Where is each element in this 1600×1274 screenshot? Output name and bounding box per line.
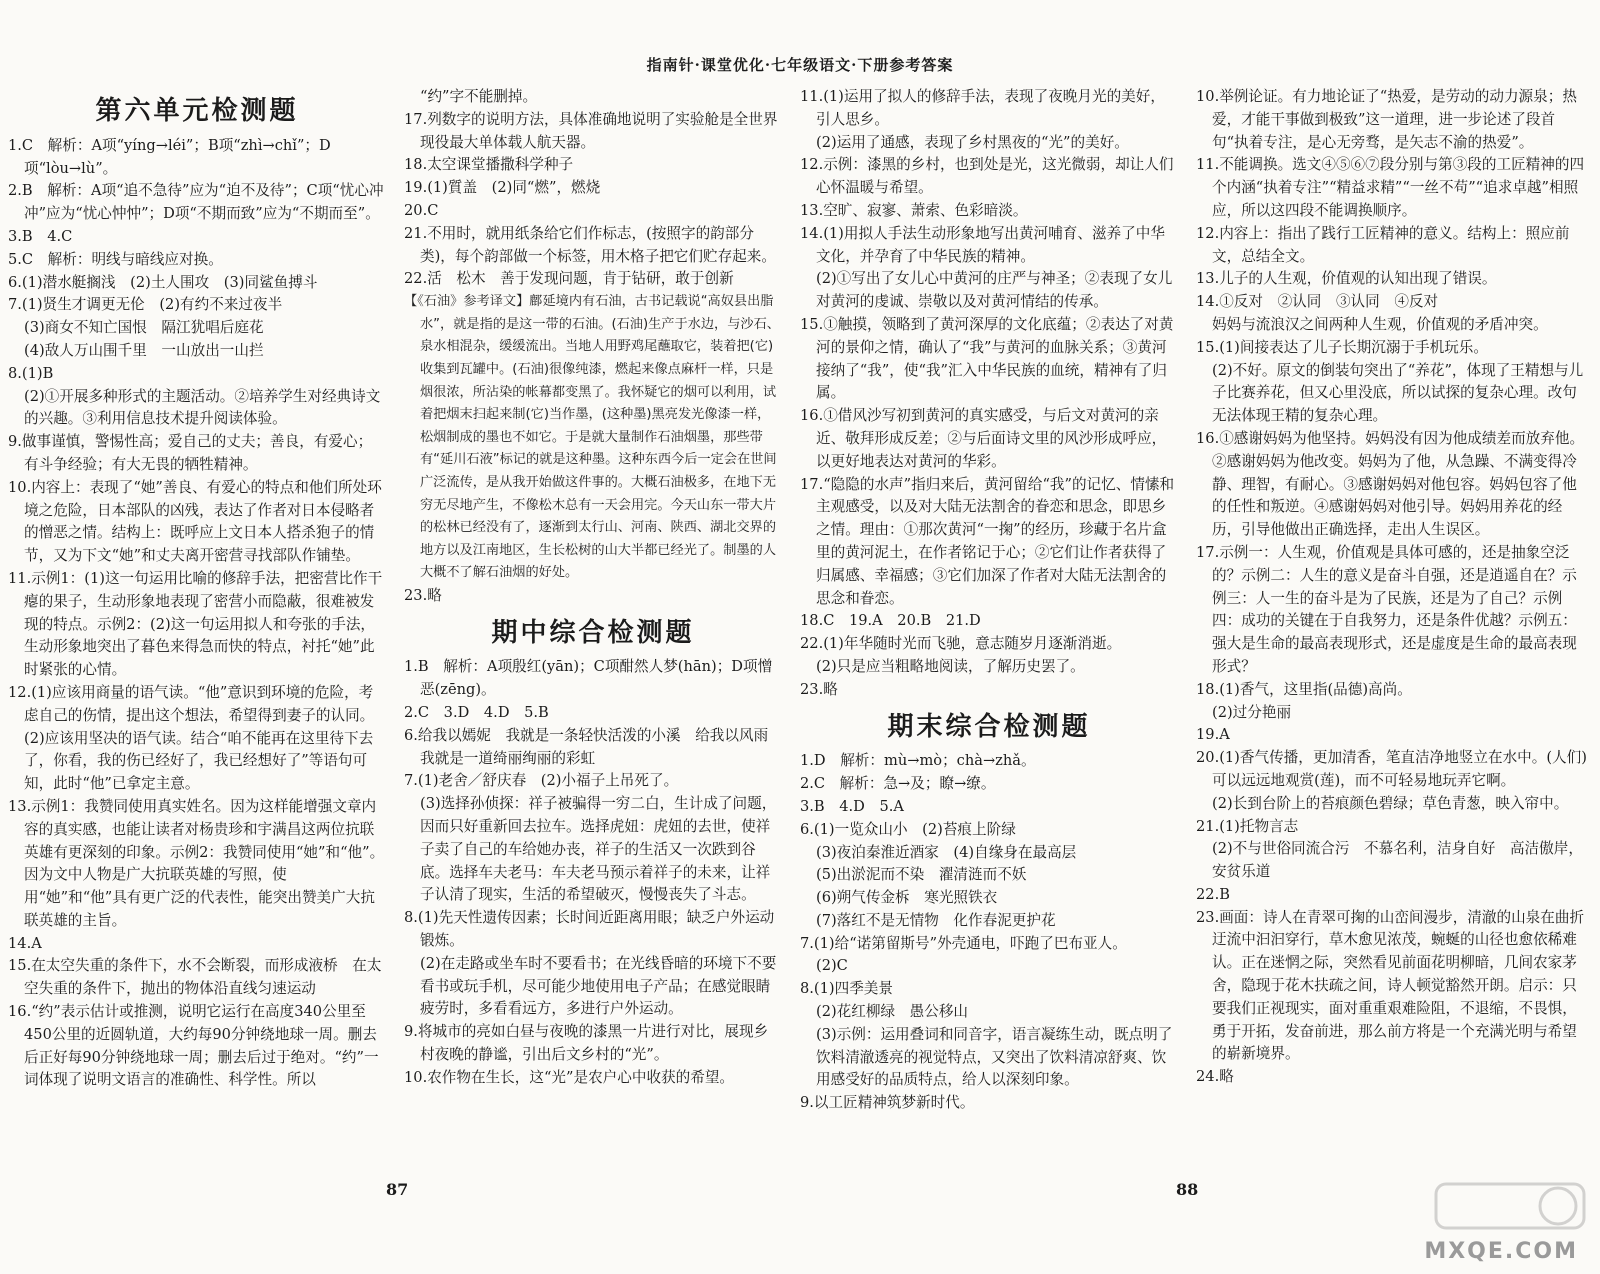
answer-line: 18.太空课堂播撒科学种子 xyxy=(404,156,574,174)
answer-line: 1.C 解析：A项“yíng→léi”；B项“zhì→chǐ”；D项“lòu→lù”。 xyxy=(8,136,331,177)
answer-line: 7.(1)老舍／舒庆春 (2)小福子上吊死了。 xyxy=(404,772,679,790)
answer-line: (2)C xyxy=(816,957,848,975)
answer-line: 2.C 3.D 4.D 5.B xyxy=(404,704,549,722)
section-title-unit6: 第六单元检测题 xyxy=(95,96,299,126)
answer-line: 6.给我以嫣妮 我就是一条轻快活泼的小溪 给我以风雨 我就是一道绮丽绚丽的彩虹 xyxy=(404,726,783,767)
answer-list xyxy=(800,86,1178,702)
page-number-right: 88 xyxy=(1176,1180,1199,1199)
answer-line: (4)敌人万山围千里 一山放出一山拦 xyxy=(24,341,264,359)
answer-list xyxy=(8,135,386,1092)
answer-list xyxy=(404,656,782,1089)
answer-line: 16.①借风沙写初到黄河的真实感受，与后文对黄河的亲近、敬拜形成反差；②与后面诗文里的风沙形成呼应，以更好地表达对黄河的华彩。 xyxy=(800,407,1167,470)
answer-line: (2)①开展多种形式的主题活动。②培养学生对经典诗文的兴趣。③利用信息技术提升阅读体验。 xyxy=(24,387,381,428)
column-4 xyxy=(1196,86,1588,1089)
answer-line: 18.(1)香气，这里指(品德)高尚。 xyxy=(1196,680,1412,698)
answer-line: 7.(1)给“诺第留斯号”外壳通电，吓跑了巴布亚人。 xyxy=(800,934,1127,952)
answer-line: 10.农作物在生长，这“光”是农户心中收获的希望。 xyxy=(404,1068,735,1086)
answer-line: (7)落红不是无情物 化作春泥更护花 xyxy=(816,911,1056,929)
answer-line: 8.(1)四季美景 xyxy=(800,980,893,998)
answer-line: 16.①感谢妈妈为他坚持。妈妈没有因为他成绩差而放弃他。②感谢妈妈为他改变。妈妈为了他，从急躁、不满变得冷静、理智，有耐心。③感谢妈妈对他包容。妈妈包容了他的任性和叛逆。④感谢妈妈对他引导。妈妈用养花的经历，引导他做出正确选择，走出人生误区。 xyxy=(1196,429,1585,539)
page-header: 指南针·课堂优化·七年级语文·下册参考答案 xyxy=(646,56,954,74)
answer-line: 22.(1)年华随时光而飞驰，意志随岁月逐渐消逝。 xyxy=(800,635,1122,653)
answer-line: 3.B 4.D 5.A xyxy=(800,797,904,815)
answer-line: 23.略 xyxy=(404,586,442,604)
answer-line: (2)在走路或坐车时不要看书；在光线昏暗的环境下不要看书或玩手机，尽可能少地使用电子产品；在感觉眼睛疲劳时，多看看远方，多进行户外运动。 xyxy=(420,954,777,1018)
answer-line: (2)长到台阶上的苔痕颜色碧绿；草色青葱，映入帘中。 xyxy=(1212,794,1569,812)
answer-line: 8.(1)先天性遗传因素；长时间近距离用眼；缺乏户外运动锻炼。 xyxy=(404,909,775,950)
answer-line: (2)过分艳丽 xyxy=(1212,703,1292,721)
answer-line: 19.(1)質盖 (2)同“燃”，燃烧 xyxy=(404,179,601,197)
answer-line: 20.(1)香气传播，更加清香，笔直洁净地竖立在水中。(人们)可以远远地观赏(莲)，而不可轻易地玩弄它啊。 xyxy=(1196,749,1587,789)
answer-line: 5.C 解析：明线与暗线应对换。 xyxy=(8,250,223,268)
answer-line: 9.做事谨慎，警惕性高；爱自己的丈夫；善良，有爱心；有斗争经验；有大无畏的牺牲精神。 xyxy=(8,433,373,473)
answer-line: (2)应该用坚决的语气读。结合“咱不能再在这里待下去了，你看，我的伤已经好了，我已经想好了”等语句可知，此时“他”已拿定主意。 xyxy=(24,729,374,793)
answer-line: (2)花红柳绿 愚公移山 xyxy=(816,1003,969,1021)
answer-line: 15.(1)间接表达了儿子长期沉溺于手机玩乐。 xyxy=(1196,338,1488,356)
section-title-midterm: 期中综合检测题 xyxy=(491,617,695,648)
answer-line: 17.列数字的说明方法，具体准确地说明了实验舱是全世界现役最大单体载人航天器。 xyxy=(404,110,778,151)
watermark-text: MXQE.COM xyxy=(1424,1239,1578,1264)
answer-line: (2)不与世俗同流合污 不慕名利，洁身自好 高洁傲岸，安贫乐道 xyxy=(1212,840,1583,881)
answer-line: 11.(1)运用了拟人的修辞手法，表现了夜晚月光的美好，引人思乡。 xyxy=(800,88,1165,128)
answer-line: 14.(1)用拟人手法生动形象地写出黄河哺育、滋养了中华文化，并孕育了中华民族的精神。 xyxy=(800,224,1165,265)
answer-line: 9.以工匠精神筑梦新时代。 xyxy=(800,1094,975,1112)
answer-line: 13.儿子的人生观，价值观的认知出现了错误。 xyxy=(1196,270,1497,288)
answer-line: 10.内容上：表现了“她”善良、有爱心的特点和他们所处环境之危险，日本部队的凶残，表达了作者对日本侵略者的憎恶之情。结构上：既呼应上文日本人搭杀狍子的情节，又为下文“她”和丈夫离开密营寻找部队作铺垫。 xyxy=(8,478,382,565)
answer-line: (3)选择孙侦探：祥子被骗得一穷二白，生计成了问题，因而只好重新回去拉车。选择虎妞：虎妞的去世，使祥子卖了自己的车给她办丧，祥子的生活又一次跌到谷底。选择车夫老马：车夫老马预示着祥子的未来，让祥子认清了现实，生活的希望破灭，慢慢丧失了斗志。 xyxy=(420,795,777,904)
answer-line: 22.B xyxy=(1196,885,1230,903)
answer-line: 23.略 xyxy=(800,680,838,698)
answer-line: 12.内容上：指出了践行工匠精神的意义。结构上：照应前文，总结全文。 xyxy=(1196,224,1570,265)
answer-line: 22.活 松木 善于发现问题，肯于钻研，敢于创新 xyxy=(404,270,734,288)
answer-line: 21.(1)托物言志 xyxy=(1196,817,1299,835)
column-2 xyxy=(404,86,782,1090)
answer-line: 妈妈与流浪汉之间两种人生观，价值观的矛盾冲突。 xyxy=(1212,315,1548,333)
answer-list xyxy=(1196,86,1588,1089)
answer-line: (3)商女不知亡国恨 隔江犹唱后庭花 xyxy=(24,319,264,337)
answer-line: 11.示例1：(1)这一句运用比喻的修辞手法，把密营比作干瘪的果子，生动形象地表现了密营小而隐蔽，很难被发现的特点。示例2：(2)这一句运用拟人和夸张的手法，生动形象地突出了暮色来得急而快的特点，衬托“她”此时紧张的心情。 xyxy=(8,569,383,679)
answer-line: (2)①写出了女儿心中黄河的庄严与神圣；②表现了女儿对黄河的虔诚、崇敬以及对黄河情结的传承。 xyxy=(816,270,1173,311)
answer-line: 21.不用时，就用纸条给它们作标志，(按照字的韵部分类)，每个韵部做一个标签，用木格子把它们贮存起来。 xyxy=(404,224,776,265)
column-1 xyxy=(8,86,386,1092)
answer-line: 2.B 解析：A项“追不急待”应为“迫不及待”；C项“忧心冲冲”应为“忧心忡忡”；D项“不期而致”应为“不期而至”。 xyxy=(8,182,384,223)
answer-line: (2)只是应当粗略地阅读，了解历史罢了。 xyxy=(816,657,1085,675)
answer-line: 24.略 xyxy=(1196,1068,1234,1086)
answer-line: 11.不能调换。选文④⑤⑥⑦段分别与第③段的工匠精神的四个内涵“执着专注”“精益求精”“一丝不苟”“追求卓越”相照应，所以这四段不能调换顺序。 xyxy=(1196,156,1585,219)
answer-line: 18.C 19.A 20.B 21.D xyxy=(800,612,981,630)
answer-line: (5)出淤泥而不染 濯清涟而不妖 xyxy=(816,866,1027,884)
answer-line: 14.A xyxy=(8,934,42,952)
answer-line: 10.举例论证。有力地论证了“热爱，是劳动的动力源泉；热爱，才能干事做到极致”这一道理，进一步论述了段首句“执着专注，是心无旁骛，是矢志不渝的热爱”。 xyxy=(1196,88,1577,151)
answer-list xyxy=(404,86,782,291)
answer-list xyxy=(800,750,1178,1115)
answer-line: (3)示例：运用叠词和同音字，语言凝练生动，既点明了饮料清澈透亮的视觉特点，又突出了饮料清凉舒爽、饮用感受好的品质特点，给人以深刻印象。 xyxy=(816,1025,1173,1089)
page-number-left: 87 xyxy=(386,1180,409,1199)
answer-line: (2)运用了通感，表现了乡村黑夜的“光”的美好。 xyxy=(816,133,1129,151)
answer-line: 1.D 解析：mù→mò；chà→zhǎ。 xyxy=(800,752,1036,770)
answer-line: (6)朔气传金柝 寒光照铁衣 xyxy=(816,889,998,907)
answer-line: “约”字不能删掉。 xyxy=(420,88,538,105)
answer-line: 6.(1)潜水艇搁浅 (2)土人围攻 (3)同鲨鱼搏斗 xyxy=(8,273,318,291)
answer-line: 13.空旷、寂寥、萧索、色彩暗淡。 xyxy=(800,201,1028,219)
answer-line: 14.①反对 ②认同 ③认同 ④反对 xyxy=(1196,293,1439,311)
answer-line: (2)不好。原文的倒装句突出了“养花”，体现了王精想与儿子比赛养花，但又心里没底，所以试探的复杂心理。改句无法体现王精的复杂心理。 xyxy=(1212,361,1584,425)
answer-line: 15.①触摸，领略到了黄河深厚的文化底蕴；②表达了对黄河的景仰之情，确认了“我”与黄河的血脉关系；③黄河接纳了“我”，使“我”汇入中华民族的血统，精神有了归属。 xyxy=(800,315,1174,402)
reference-translation: 【《石油》参考译文】鄜延境内有石油，古书记载说“高奴县出脂水”，就是指的是这一带的石油。(石油)生产于水边，与沙石、泉水相混杂，缓缓流出。当地人用野鸡尾蘸取它，装着把(它)收集到瓦罐中。(石油)很像纯漆，燃起来像点麻杆一样，只是烟很浓，所沾染的帐幕都变黑了。我怀疑它的烟可以利用，试着把烟末扫起来制(它)当作墨，(这种墨)黑亮发光像漆一样，松烟制成的墨也不如它。于是就大量制作石油烟墨，那些带有“延川石液”标记的就是这种墨。这种东西今后一定会在世间广泛流传，是从我开始做这件事的。大概石油极多，在地下无穷无尽地产生，不像松木总有一天会用完。今天山东一带大片的松林已经没有了，逐渐到太行山、河南、陕西、湖北交界的地方以及江南地区，生长松树的山大半都已经光了。制墨的人大概不了解石油烟的好处。 xyxy=(404,294,780,581)
answer-line: 6.(1)一览众山小 (2)苔痕上阶绿 xyxy=(800,820,1016,838)
answer-line: 3.B 4.C xyxy=(8,227,73,245)
answer-line: 12.示例：漆黑的乡村，也到处是光，这光微弱，却让人们心怀温暖与希望。 xyxy=(800,156,1174,197)
answer-line: 9.将城市的亮如白昼与夜晚的漆黑一片进行对比，展现乡村夜晚的静谧，引出后文乡村的“光”。 xyxy=(404,1023,769,1064)
section-title-final: 期末综合检测题 xyxy=(887,711,1091,742)
answer-line: 15.在太空失重的条件下，水不会断裂，而形成液桥 在太空失重的条件下，抛出的物体沿直线匀速运动 xyxy=(8,957,382,998)
answer-line: 2.C 解析：急→及；瞭→缭。 xyxy=(800,775,996,793)
answer-line: 12.(1)应该用商量的语气读。“他”意识到环境的危险，考虑自己的伤情，提出这个想法，希望得到妻子的认同。 xyxy=(8,683,375,724)
answer-line: 7.(1)贤生才调更无伦 (2)有约不来过夜半 xyxy=(8,296,283,314)
answer-line: 17.“隐隐的水声”指归来后，黄河留给“我”的记忆、情愫和主观感受，以及对大陆无法割舍的眷恋和思念，即思乡之情。理由：①那次黄河“一掬”的经历，珍藏于名片盒里的黄河泥土，在作者铭记于心；②它们让作者获得了归属感、幸福感；③它们加深了作者对大陆无法割舍的思念和眷恋。 xyxy=(800,475,1175,607)
answer-line: (3)夜泊秦淮近酒家 (4)自缘身在最高层 xyxy=(816,843,1077,861)
column-3 xyxy=(800,86,1178,1115)
answer-line: 1.B 解析：A项殷红(yān)；C项酣然人梦(hān)；D项憎恶(zēng)。 xyxy=(404,658,773,699)
answer-line: 23.画面：诗人在青翠可掬的山峦间漫步，清澈的山泉在曲折迂流中汩汩穿行，草木愈见浓茂，蜿蜒的山径也愈依稀难认。正在迷惘之际，突然看见前面花明柳暗，几间农家茅舍，隐现于花木扶疏之间，诗人顿觉豁然开朗。启示：只要我们正视现实，面对重重艰难险阻，不退缩，不畏惧，勇于开拓，发奋前进，那么前方将是一个充满光明与希望的崭新境界。 xyxy=(1196,908,1585,1063)
answer-line: 16.“约”表示估计或推测，说明它运行在高度340公里至450公里的近圆轨道，大约每90分钟绕地球一周。删去后正好每90分钟绕地球一周；删去后过于绝对。“约”一词体现了说明文语言的准确性、科学性。所以 xyxy=(8,1003,379,1089)
answer-line: 8.(1)B xyxy=(8,364,54,382)
answer-line: 13.示例1：我赞同使用真实姓名。因为这样能增强文章内容的真实感，也能让读者对杨贵珍和宇满昌这两位抗联英雄有更深刻的印象。示例2：我赞同使用“她”和“他”。因为文中人物是广大抗联英雄的写照，使用“她”和“他”具有更广泛的代表性，能突出赞美广大抗联英雄的主旨。 xyxy=(8,797,385,929)
answer-line: 19.A xyxy=(1196,726,1230,744)
answer-line: 20.C xyxy=(404,201,439,219)
answer-line: 17.示例一：人生观，价值观是具体可感的，还是抽象空泛的？示例二：人生的意义是奋斗自强，还是逍遥自在？示例三：人一生的奋斗是为了民族，还是为了自己？示例四：成功的关键在于自我努力，还是条件优越？示例五：强大是生命的最高表现形式，还是虚度是生命的最高表现形式？ xyxy=(1196,543,1577,675)
